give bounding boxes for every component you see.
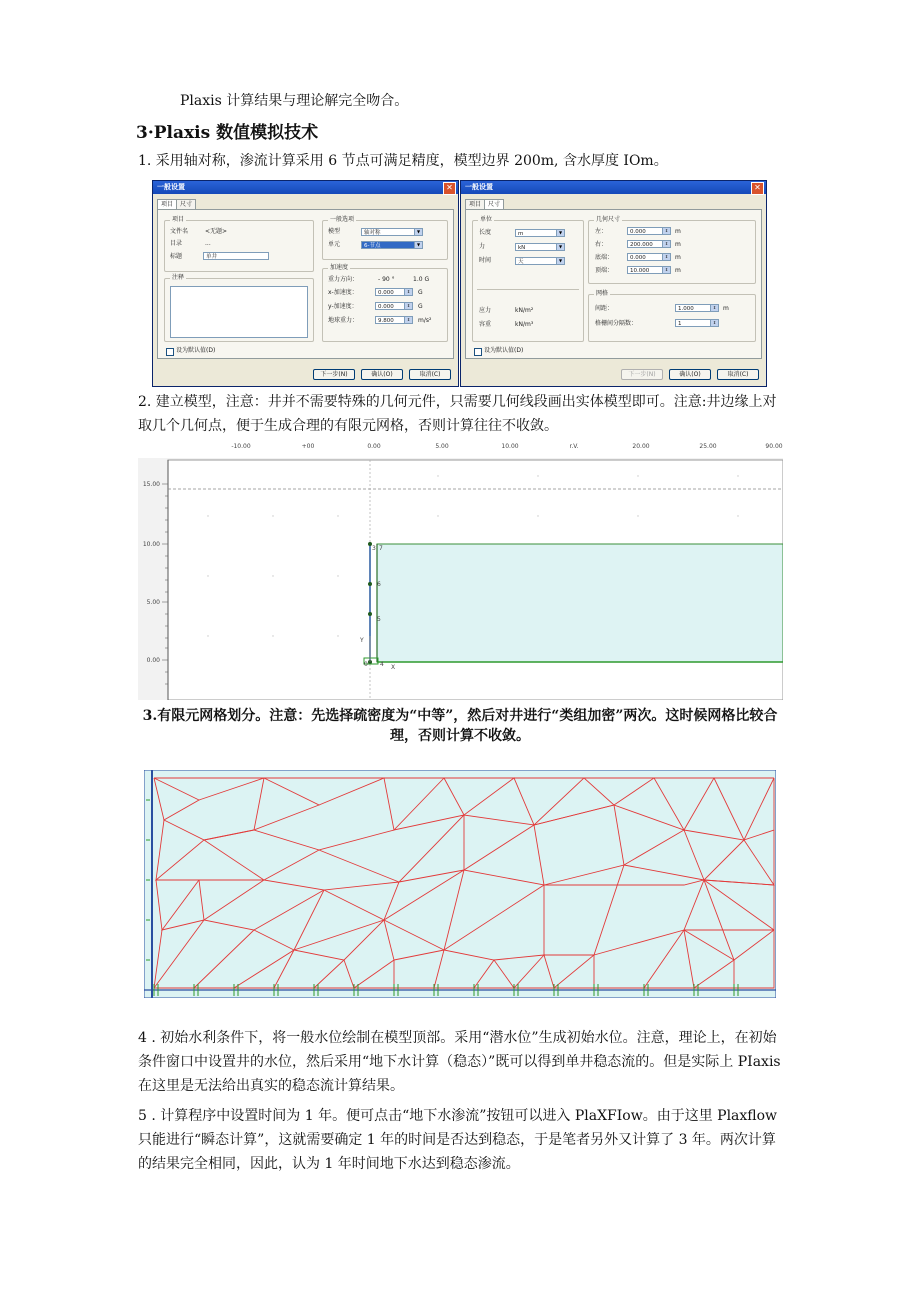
stress-value: kN/m² xyxy=(515,307,534,314)
bottom-value: 0.000 xyxy=(630,255,646,261)
x-tick-label: 25.00 xyxy=(699,443,717,450)
unit-g: G xyxy=(418,289,423,296)
x-tick-label: 5.00 xyxy=(435,443,449,450)
tab-panel xyxy=(465,209,762,359)
filename-value: <无题> xyxy=(205,228,228,235)
ok-button[interactable]: 确认(O) xyxy=(361,369,403,380)
y-tick-label: 0.00 xyxy=(146,657,160,664)
spacing-value: 1.000 xyxy=(678,306,694,312)
spinner-icon[interactable]: ⇕ xyxy=(710,320,718,326)
close-icon[interactable]: ✕ xyxy=(751,182,764,195)
geometry-group xyxy=(588,216,756,284)
group-title: 网格 xyxy=(596,290,609,297)
stress-label: 应力 xyxy=(479,307,492,314)
general-settings-dialog-dimensions xyxy=(460,180,767,387)
point-label: 3 xyxy=(372,545,376,552)
point-label: 4 xyxy=(380,661,384,668)
next-button[interactable]: 下一步(N) xyxy=(313,369,355,380)
spinner-icon[interactable]: ⇕ xyxy=(404,289,412,295)
unit-ms2: m/s² xyxy=(418,317,432,324)
step-5-text: 5 . 计算程序中设置时间为 1 年。便可点击“地下水渗流”按钮可以进入 PlaXFIow。由于这里 Plaxflow 只能进行“瞬态计算”，这就需要确定 1 年的时间是否达到稳态，于是笔者另外又计算了 3 年。两次计算的结果完全相同，因此，认为 1 年时间地下水达到稳态渗流。 xyxy=(138,1108,778,1172)
y-tick-label: 10.00 xyxy=(142,541,160,548)
tab-dimensions[interactable]: 尺寸 xyxy=(176,199,196,209)
y-tick-label: 5.00 xyxy=(146,599,160,606)
left-input[interactable] xyxy=(627,227,671,235)
force-value: kN xyxy=(518,245,526,251)
title-label: 标题 xyxy=(170,253,183,260)
cancel-button[interactable]: 取消(C) xyxy=(409,369,451,380)
spinner-icon[interactable]: ⇕ xyxy=(662,228,670,234)
earth-gravity-input[interactable] xyxy=(375,316,413,324)
tab-project[interactable]: 项目 xyxy=(157,199,177,209)
comment-group xyxy=(164,274,314,342)
dialog-titlebar xyxy=(153,181,458,194)
unit-m: m xyxy=(675,241,681,248)
comment-textarea[interactable] xyxy=(170,286,308,338)
top-label: 顶端： xyxy=(595,267,614,274)
spinner-icon[interactable]: ⇕ xyxy=(710,305,718,311)
length-label: 长度 xyxy=(479,229,492,236)
geometry-point[interactable] xyxy=(368,612,372,616)
mesh-area xyxy=(144,770,776,998)
unit-m: m xyxy=(723,305,729,312)
grid-group xyxy=(588,290,756,342)
model-geometry-figure xyxy=(138,436,783,700)
point-label: 0 xyxy=(364,661,368,668)
x-tick-label: 20.00 xyxy=(632,443,650,450)
time-value: 天 xyxy=(518,259,524,265)
section-heading: 3·Plaxis 数值模拟技术 xyxy=(136,123,319,143)
earth-gravity-value: 9.800 xyxy=(378,318,394,324)
acceleration-group xyxy=(322,264,448,342)
x-accel-label: x-加速度： xyxy=(328,289,358,296)
chevron-down-icon: ▼ xyxy=(556,244,564,250)
dialog-titlebar xyxy=(461,181,766,194)
point-label: 6 xyxy=(377,581,381,588)
cancel-button[interactable]: 取消(C) xyxy=(717,369,759,380)
element-select-value: 6-节点 xyxy=(364,243,381,249)
directory-value: ... xyxy=(205,240,211,247)
element-select[interactable] xyxy=(361,241,423,249)
point-label: 7 xyxy=(379,545,383,552)
left-value: 0.000 xyxy=(630,229,646,235)
project-group xyxy=(164,216,314,272)
x-tick-label: 0.00 xyxy=(367,443,381,450)
earth-gravity-label: 地球重力： xyxy=(328,317,359,324)
left-label: 左： xyxy=(595,228,608,235)
top-value: 10.000 xyxy=(630,268,650,274)
gravity-g-value: 1.0 G xyxy=(413,276,430,283)
bottom-label: 底端： xyxy=(595,254,614,261)
default-label: 设为默认值(D) xyxy=(176,347,216,354)
gravity-direction-value: - 90 ° xyxy=(378,276,395,283)
tab-dimensions[interactable]: 尺寸 xyxy=(484,199,504,209)
x-accel-value: 0.000 xyxy=(378,290,394,296)
tab-project[interactable]: 项目 xyxy=(465,199,485,209)
spinner-icon[interactable]: ⇕ xyxy=(662,241,670,247)
finite-element-mesh-figure xyxy=(144,770,776,998)
general-options-group xyxy=(322,216,448,260)
group-title: 一般选项 xyxy=(330,216,355,223)
model-label: 模型 xyxy=(328,228,341,235)
step-3-text: 3.有限元网格划分。注意：先选择疏密度为“中等”，然后对井进行“类组加密”两次。这时候网格比较合理，否则计算不收敛。 xyxy=(142,708,778,744)
default-checkbox[interactable] xyxy=(166,348,174,356)
unit-m: m xyxy=(675,267,681,274)
right-input[interactable] xyxy=(627,240,671,248)
units-group xyxy=(472,216,584,342)
y-accel-input[interactable] xyxy=(375,302,413,310)
y-accel-value: 0.000 xyxy=(378,304,394,310)
default-checkbox[interactable] xyxy=(474,348,482,356)
spinner-icon[interactable]: ⇕ xyxy=(404,317,412,323)
filename-label: 文件名 xyxy=(170,228,189,235)
bottom-input[interactable] xyxy=(627,253,671,261)
point-label: 5 xyxy=(377,616,381,623)
group-title: 加速度 xyxy=(330,264,349,271)
model-select[interactable] xyxy=(361,228,423,236)
spacing-label: 间距： xyxy=(595,305,614,312)
x-tick-label: 90.00 xyxy=(765,443,783,450)
chevron-down-icon: ▼ xyxy=(556,258,564,264)
length-select[interactable] xyxy=(515,229,565,237)
group-title: 注释 xyxy=(172,274,185,281)
dialog-title: 一般设置 xyxy=(465,183,493,191)
x-tick-label: -10.00 xyxy=(231,443,251,450)
intervals-label: 格栅间分隔数： xyxy=(595,320,638,327)
intro-line: Plaxis 计算结果与理论解完全吻合。 xyxy=(180,93,409,109)
y-axis-label: Y xyxy=(360,637,364,644)
x-axis-label: X xyxy=(391,664,396,671)
force-label: 力 xyxy=(479,243,486,250)
title-input[interactable]: 单井 xyxy=(203,252,269,260)
geometry-point[interactable] xyxy=(368,582,372,586)
spinner-icon[interactable]: ⇕ xyxy=(662,254,670,260)
weight-label: 容重 xyxy=(479,321,492,328)
unit-m: m xyxy=(675,254,681,261)
unit-m: m xyxy=(675,228,681,235)
group-title: 单位 xyxy=(480,216,493,223)
intervals-value: 1 xyxy=(678,321,682,327)
chevron-down-icon: ▼ xyxy=(414,229,422,235)
force-select[interactable] xyxy=(515,243,565,251)
step-4-text: 4 . 初始水利条件下，将一般水位绘制在模型顶部。采用“潜水位”生成初始水位。注意，理论上，在初始条件窗口中设置井的水位，然后采用“地下水计算（稳态）”既可以得到单井稳态流的。但是实际上 PIaxis 在这里是无法给出真实的稳态流计算结果。 xyxy=(138,1030,781,1094)
step-1-text: 1. 采用轴对称，渗流计算采用 6 节点可满足精度，模型边界 200m, 含水厚度 IOm。 xyxy=(138,153,668,169)
step-2-text: 2. 建立模型，注意：井并不需要特殊的几何元件，只需要几何线段画出实体模型即可。注意:井边缘上对取几个几何点，便于生成合理的有限元网格，否则计算往往不收敛。 xyxy=(138,394,777,434)
chevron-down-icon: ▼ xyxy=(414,242,422,248)
spacing-input[interactable] xyxy=(675,304,719,312)
tab-panel xyxy=(157,209,454,359)
weight-value: kN/m³ xyxy=(515,321,534,328)
dialog-title: 一般设置 xyxy=(157,183,185,191)
y-accel-label: y-加速度： xyxy=(328,303,358,310)
next-button[interactable]: 下一步(N) xyxy=(621,369,663,380)
right-label: 右： xyxy=(595,241,608,248)
soil-cluster[interactable] xyxy=(377,544,783,662)
spinner-icon[interactable]: ⇕ xyxy=(404,303,412,309)
time-select[interactable] xyxy=(515,257,565,265)
x-accel-input[interactable] xyxy=(375,288,413,296)
intervals-input[interactable] xyxy=(675,319,719,327)
directory-label: 目录 xyxy=(170,240,183,247)
unit-g: G xyxy=(418,303,423,310)
chevron-down-icon: ▼ xyxy=(556,230,564,236)
group-title: 项目 xyxy=(172,216,185,223)
gravity-direction-label: 重力方向： xyxy=(328,276,359,283)
model-select-value: 轴对称 xyxy=(364,230,381,236)
close-icon[interactable]: ✕ xyxy=(443,182,456,195)
group-title: 几何尺寸 xyxy=(596,216,621,223)
right-value: 200.000 xyxy=(630,242,653,248)
general-settings-dialog-project xyxy=(152,180,459,387)
default-label: 设为默认值(D) xyxy=(484,347,524,354)
y-tick-label: 15.00 xyxy=(142,481,160,488)
x-tick-label: +00 xyxy=(301,443,315,450)
top-input[interactable] xyxy=(627,266,671,274)
spinner-icon[interactable]: ⇕ xyxy=(662,267,670,273)
x-tick-label: r.V. xyxy=(569,443,579,450)
x-tick-label: 10.00 xyxy=(501,443,519,450)
divider xyxy=(477,289,579,290)
length-value: m xyxy=(518,231,524,237)
element-label: 单元 xyxy=(328,241,341,248)
time-label: 时间 xyxy=(479,257,492,264)
ok-button[interactable]: 确认(O) xyxy=(669,369,711,380)
